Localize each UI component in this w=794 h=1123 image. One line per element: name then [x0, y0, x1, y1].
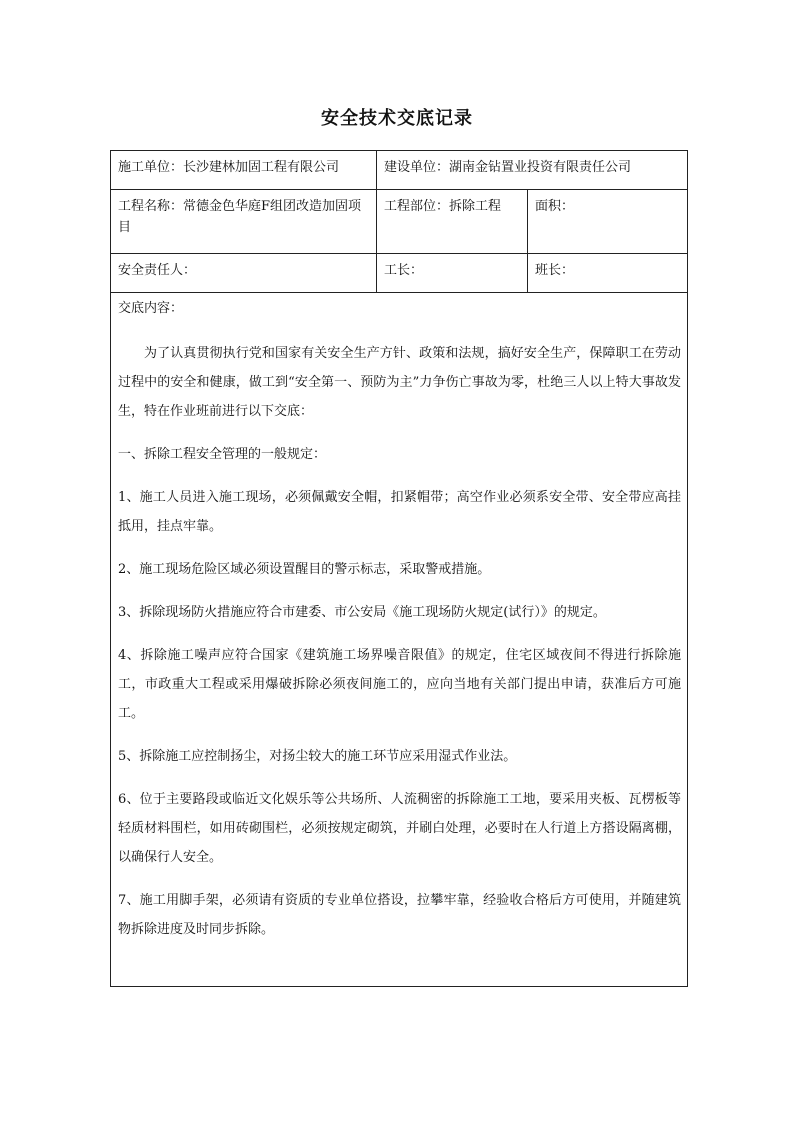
area-cell: 面积：: [528, 190, 688, 254]
list-item: 3、拆除现场防火措施应符合市建委、市公安局《施工现场防火规定(试行）》的规定。: [118, 605, 606, 620]
team-leader-cell: 班长：: [528, 254, 688, 293]
list-item: 7、施工用脚手架，必须请有资质的专业单位搭设，拉攀牢靠，经验收合格后方可使用，并随建筑物拆除进度及时同步拆除。: [118, 893, 682, 937]
safety-officer-cell: 安全责任人：: [111, 254, 377, 293]
project-part-cell: 工程部位：拆除工程: [377, 190, 528, 254]
list-item: 2、施工现场危险区域必须设置醒目的警示标志，采取警戒措施。: [118, 562, 491, 577]
developer-unit-cell: 建设单位：湖南金钻置业投资有限责任公司: [377, 151, 688, 190]
safety-briefing-table: [110, 150, 688, 987]
list-item: 4、拆除施工噪声应符合国家《建筑施工场界噪音限值》的规定，住宅区域夜间不得进行拆除施工，市政重大工程或采用爆破拆除必须夜间施工的，应向当地有关部门提出申请，获准后方可施工。: [118, 648, 682, 721]
table-row: [111, 151, 688, 190]
construction-unit-cell: 施工单位：长沙建林加固工程有限公司: [111, 151, 377, 190]
project-name-cell: 工程名称：常德金色华庭F组团改造加固项目: [111, 190, 377, 254]
page-title: 安全技术交底记录: [321, 108, 473, 129]
section-heading: 一、拆除工程安全管理的一般规定：: [118, 447, 327, 462]
table-row: [111, 190, 688, 254]
intro-paragraph: 为了认真贯彻执行党和国家有关安全生产方针、政策和法规，搞好安全生产，保障职工在劳动过程中的安全和健康，做工到“安全第一、预防为主”力争伤亡事故为零，杜绝三人以上特大事故发生，特在作业班前进行以下交底：: [118, 346, 682, 419]
list-item: 1、施工人员进入施工现场，必须佩戴安全帽，扣紧帽带；高空作业必须系安全带、安全带应高挂抵用，挂点牢靠。: [118, 490, 682, 534]
foreman-cell: 工长：: [377, 254, 528, 293]
briefing-content-cell: [111, 293, 688, 987]
list-item: 5、拆除施工应控制扬尘，对扬尘较大的施工环节应采用湿式作业法。: [118, 749, 517, 764]
table-row: [111, 293, 688, 987]
table-row: [111, 254, 688, 293]
content-heading: 交底内容：: [118, 301, 184, 316]
list-item: 6、位于主要路段或临近文化娱乐等公共场所、人流稠密的拆除施工工地，要采用夹板、瓦楞板等轻质材料围栏，如用砖砌围栏，必须按规定砌筑，并刷白处理，必要时在人行道上方搭设隔离棚，以确保行人安全。: [118, 792, 682, 865]
